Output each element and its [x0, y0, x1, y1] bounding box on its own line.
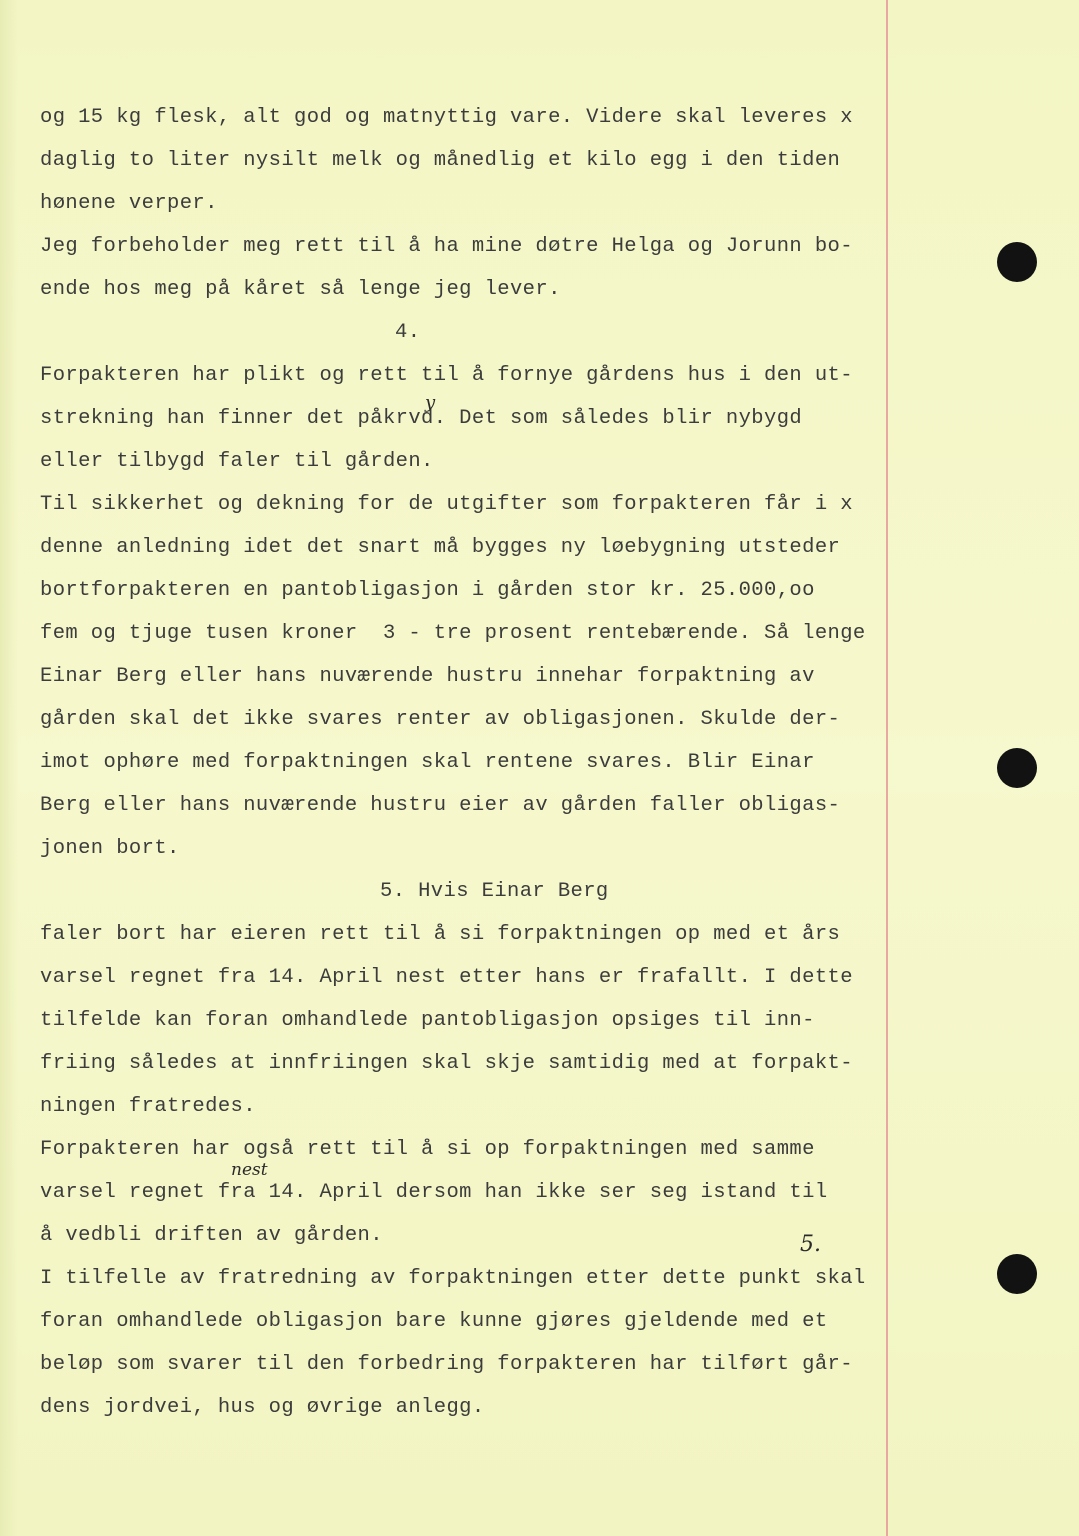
text-line: hønene verper.: [40, 192, 218, 215]
text-line: Einar Berg eller hans nuværende hustru innehar forpaktning av: [40, 665, 815, 688]
text-line: Forpakteren har plikt og rett til å fornye gårdens hus i den ut-: [40, 364, 853, 387]
text-line: bortforpakteren en pantobligasjon i gården stor kr. 25.000,oo: [40, 579, 815, 602]
text-line: dens jordvei, hus og øvrige anlegg.: [40, 1396, 485, 1419]
text-line: friing således at innfriingen skal skje samtidig med at forpakt-: [40, 1052, 853, 1075]
text-line: Jeg forbeholder meg rett til å ha mine døtre Helga og Jorunn bo-: [40, 235, 853, 258]
punch-hole: [997, 748, 1037, 788]
text-line: varsel regnet fra 14. April dersom han ikke ser seg istand til: [40, 1181, 828, 1204]
punch-hole: [997, 1254, 1037, 1294]
text-line: eller tilbygd faler til gården.: [40, 450, 434, 473]
text-line: faler bort har eieren rett til å si forpaktningen op med et års: [40, 923, 841, 946]
page-edge-shadow: [0, 0, 18, 1536]
text-line: varsel regnet fra 14. April nest etter hans er frafallt. I dette: [40, 966, 853, 989]
handwritten-insertion: 5.: [800, 1232, 821, 1257]
text-line: fem og tjuge tusen kroner 3 - tre prosent rentebærende. Så lenge: [40, 622, 866, 645]
text-line: og 15 kg flesk, alt god og matnyttig vare. Videre skal leveres x: [40, 106, 853, 129]
text-line: å vedbli driften av gården.: [40, 1224, 383, 1247]
text-line: jonen bort.: [40, 837, 180, 860]
text-line: Berg eller hans nuværende hustru eier av gården faller obligas-: [40, 794, 841, 817]
text-line: beløp som svarer til den forbedring forpakteren har tilført går-: [40, 1353, 853, 1376]
handwritten-insertion: nest: [231, 1160, 268, 1180]
text-line: Forpakteren har også rett til å si op forpaktningen med samme: [40, 1138, 815, 1161]
text-line: Til sikkerhet og dekning for de utgifter som forpakteren får i x: [40, 493, 853, 516]
text-line: ningen fratredes.: [40, 1095, 256, 1118]
text-line: foran omhandlede obligasjon bare kunne gjøres gjeldende med et: [40, 1310, 828, 1333]
text-line: tilfelde kan foran omhandlede pantobligasjon opsiges til inn-: [40, 1009, 815, 1032]
typed-text-body: [40, 96, 880, 1429]
text-line: ende hos meg på kåret så lenge jeg lever.: [40, 278, 561, 301]
handwritten-insertion: y: [425, 392, 436, 413]
section-number: 4.: [395, 321, 421, 344]
text-line: strekning han finner det påkrvd. Det som således blir nybygd: [40, 407, 803, 430]
text-line: imot ophøre med forpaktningen skal rentene svares. Blir Einar: [40, 751, 815, 774]
text-line: daglig to liter nysilt melk og månedlig et kilo egg i den tiden: [40, 149, 841, 172]
section-heading: 5. Hvis Einar Berg: [380, 880, 609, 903]
punch-hole: [997, 242, 1037, 282]
text-line: denne anledning idet det snart må bygges ny løebygning utsteder: [40, 536, 841, 559]
text-line: gården skal det ikke svares renter av obligasjonen. Skulde der-: [40, 708, 841, 731]
margin-rule: [886, 0, 888, 1536]
text-line: I tilfelle av fratredning av forpaktningen etter dette punkt skal: [40, 1267, 866, 1290]
